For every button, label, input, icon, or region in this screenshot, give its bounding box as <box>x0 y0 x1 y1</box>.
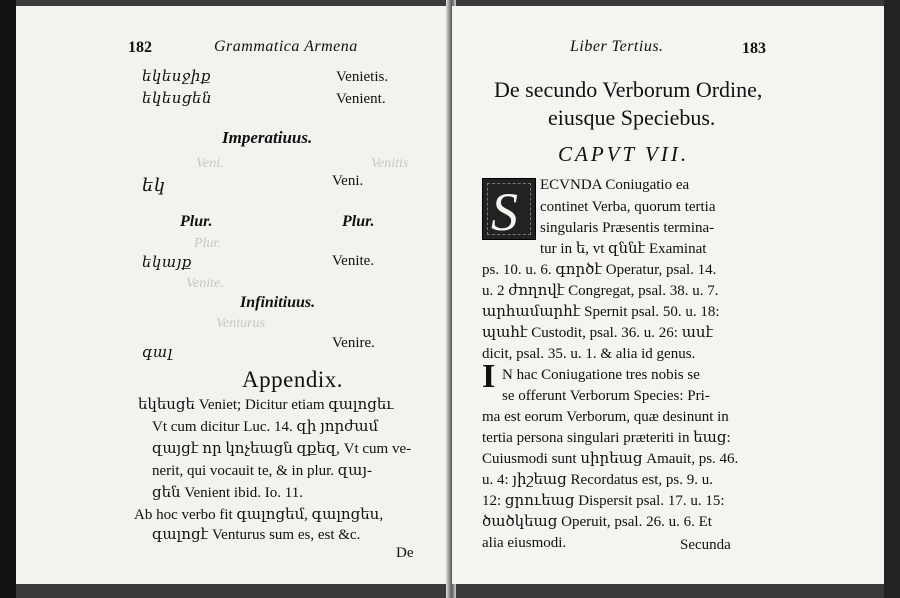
paragraph-line: tertia persona singulari præteriti in եաց: <box>482 430 731 446</box>
verb-armenian: եկ <box>142 175 166 195</box>
bleed-through-3: Plur. <box>194 236 221 251</box>
paragraph-line: ma est eorum Verborum, quæ desinunt in <box>482 409 729 425</box>
paragraph-line: Cuiusmodi sunt սիրեաց Amauit, ps. 46. <box>482 451 739 467</box>
appendix-heading: Appendix. <box>242 367 343 392</box>
scan-edge-right <box>884 0 900 598</box>
bleed-through-1: Veni. <box>196 156 224 171</box>
paragraph-line: singularis Præsentis termina- <box>540 220 715 236</box>
appendix-line: եկեսցե Veniet; Dicitur etiam գալոցեւ <box>138 397 394 413</box>
page-number-left: 182 <box>128 39 152 56</box>
verb-latin: Venire. <box>332 335 375 351</box>
catchword-right: Secunda <box>680 537 731 553</box>
chapter-title-line-2: eiusque Speciebus. <box>548 105 716 130</box>
verb-latin: Veni. <box>332 173 364 189</box>
bleed-through-2: Venite. <box>186 276 224 291</box>
paragraph-line: u. 2 ժողովէ Congregat, psal. 38. u. 7. <box>482 283 719 299</box>
paragraph-line: dicit, psal. 35. u. 1. & alia id genus. <box>482 346 696 362</box>
plural-label-right: Plur. <box>342 213 375 230</box>
appendix-line: Ab hoc verbo fit գալոցեմ, գալոցես, <box>134 507 384 523</box>
paragraph-line: se offerunt Verborum Species: Pri- <box>502 388 710 404</box>
paragraph-line: continet Verba, quorum tertia <box>540 199 716 215</box>
plural-label-left: Plur. <box>180 213 213 230</box>
appendix-line: ցեն Venient ibid. Io. 11. <box>152 485 303 501</box>
verb-latin: Venient. <box>336 91 386 107</box>
paragraph-line: ծածկեաց Operuit, psal. 26. u. 6. Et <box>482 514 712 530</box>
running-head-left: Grammatica Armena <box>214 38 358 55</box>
drop-cap-letter: S <box>491 182 518 242</box>
paragraph-line: արհամարհէ Spernit psal. 50. u. 18: <box>482 304 720 320</box>
page-number-right: 183 <box>742 40 766 57</box>
infinitive-heading: Infinitiuus. <box>240 294 316 311</box>
paragraph-line: tur in ե, vt զննէ Examinat <box>540 241 707 257</box>
verb-armenian: եկեսջիք <box>142 69 211 85</box>
left-page <box>16 6 448 584</box>
bleed-through-5: Venitis <box>371 156 409 171</box>
chapter-title-line-1: De secundo Verborum Ordine, <box>494 77 763 102</box>
paragraph-line: ECVNDA Coniugatio ea <box>540 177 690 193</box>
verb-latin: Venite. <box>332 253 375 269</box>
caput-heading: CAPVT VII. <box>558 142 690 166</box>
paragraph-line: u. 4: յիշեաց Recordatus est, ps. 9. u. <box>482 472 714 488</box>
appendix-line: nerit, qui vocauit te, & in plur. զայ- <box>152 463 372 479</box>
imperative-heading: Imperatiuus. <box>222 128 313 147</box>
verb-latin: Venietis. <box>336 69 389 85</box>
paragraph-line: alia eiusmodi. <box>482 535 567 551</box>
right-page <box>452 6 884 584</box>
appendix-line: գալոցէ Venturus sum es, est &c. <box>152 527 361 543</box>
paragraph-line: 12: ցրուեաց Dispersit psal. 17. u. 15: <box>482 493 725 509</box>
paragraph-line: պահէ Custodit, psal. 36. u. 26: ասէ <box>482 325 714 341</box>
bleed-through-4: Venturus <box>216 316 265 331</box>
appendix-line: զայցէ որ կոչեացն զքեզ, Vt cum ve- <box>152 441 412 457</box>
scan-edge-left <box>0 0 16 598</box>
verb-armenian: գալ <box>142 345 173 361</box>
ornamental-drop-cap <box>482 178 536 240</box>
verb-armenian: եկայք <box>142 255 192 271</box>
running-head-right: Liber Tertius. <box>570 38 664 55</box>
verb-armenian: եկեսցեն <box>142 91 213 107</box>
catchword-left: De <box>396 545 414 561</box>
initial-letter: I <box>482 358 496 395</box>
paragraph-line: ps. 10. u. 6. գործէ Operatur, psal. 14. <box>482 262 717 278</box>
paragraph-line: N hac Coniugatione tres nobis se <box>502 367 700 383</box>
appendix-line: Vt cum dicitur Luc. 14. զի յորժամ <box>152 419 379 435</box>
